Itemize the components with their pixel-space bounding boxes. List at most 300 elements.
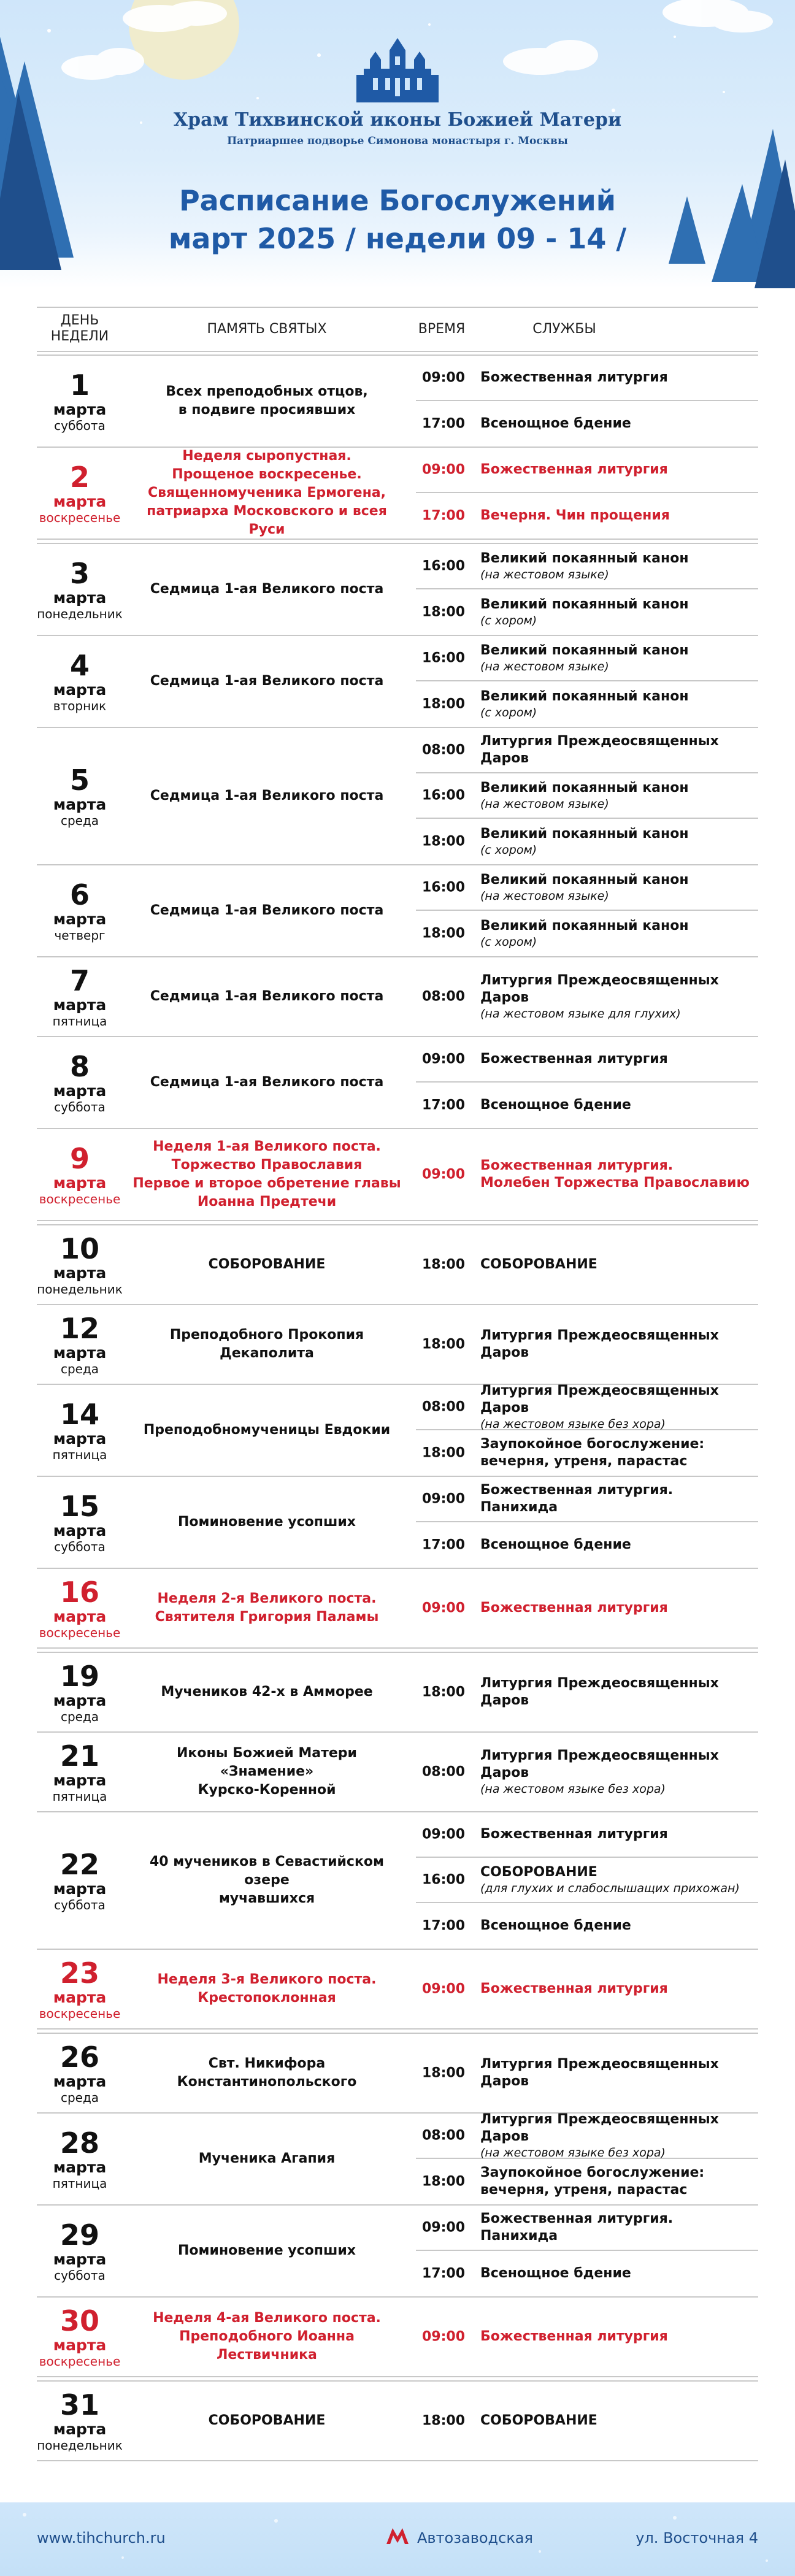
day-row <box>37 2382 758 2461</box>
service-name <box>480 2164 762 2199</box>
day-month: марта <box>53 2420 107 2438</box>
schedule-table <box>37 307 758 2461</box>
service-title: Божественная литургия <box>480 2329 668 2344</box>
service-name <box>480 1097 762 1114</box>
service-title: Божественная литургия. Панихида <box>480 2211 674 2244</box>
service-time: 09:00 <box>421 1167 466 1183</box>
services-list <box>416 1037 758 1128</box>
service-name <box>480 1482 762 1516</box>
day-number: 6 <box>69 878 90 911</box>
header <box>0 0 795 288</box>
service-item <box>416 401 758 447</box>
day-number: 16 <box>60 1576 99 1609</box>
day-month: марта <box>53 996 107 1014</box>
service-title: Литургия Преждеосвященных Даров <box>480 1748 719 1781</box>
day-row <box>37 1305 758 1385</box>
day-month: марта <box>53 681 107 699</box>
services-list <box>416 1305 758 1384</box>
day-cell <box>37 2127 123 2191</box>
service-note: (на жестовом языке) <box>480 660 609 673</box>
day-number: 14 <box>60 1398 99 1431</box>
services-list <box>416 636 758 727</box>
day-month: марта <box>53 1692 107 1709</box>
church-name: Храм Тихвинской иконы Божией Матери <box>173 109 622 131</box>
saints-memory: Неделя сыропустная. Прощеное воскресенье. Священномученика Ермогена, патриарха Московского и всея Руси <box>147 448 387 537</box>
day-row <box>37 1225 758 1305</box>
service-title: Божественная литургия. Панихида <box>480 1482 674 1515</box>
service-item <box>416 1430 758 1476</box>
day-row <box>37 1950 758 2030</box>
day-cell <box>37 2389 123 2453</box>
day-weekday: пятница <box>52 1789 107 1804</box>
day-month: марта <box>53 910 107 928</box>
services-list <box>416 728 758 864</box>
day-cell <box>37 650 123 713</box>
service-item <box>416 819 758 864</box>
service-item <box>416 1733 758 1811</box>
day-weekday: среда <box>60 2090 99 2105</box>
day-month: марта <box>53 795 107 813</box>
day-row <box>37 728 758 865</box>
day-weekday: суббота <box>54 1898 106 1912</box>
day-month: марта <box>53 493 107 510</box>
service-name <box>480 507 762 524</box>
service-item <box>416 2114 758 2159</box>
service-title: Великий покаянный канон <box>480 643 689 658</box>
saints-memory: Преподобномученицы Евдокии <box>143 1422 391 1438</box>
service-time: 17:00 <box>421 416 466 432</box>
saints-memory: Неделя 3-я Великого поста. Крестопоклонная <box>157 1972 377 2006</box>
day-month: марта <box>53 1988 107 2006</box>
services-list <box>416 1653 758 1731</box>
church-logo-icon <box>351 38 444 105</box>
service-time: 16:00 <box>421 880 466 895</box>
day-weekday: воскресенье <box>39 510 121 525</box>
service-title: Великий покаянный канон <box>480 689 689 704</box>
day-number: 3 <box>69 557 90 590</box>
services-list <box>416 448 758 539</box>
metro-station: Автозаводская <box>417 2529 533 2547</box>
service-name <box>480 369 762 386</box>
services-list <box>416 2298 758 2376</box>
service-name <box>480 596 762 628</box>
services-list <box>416 1477 758 1568</box>
service-name <box>480 688 762 720</box>
service-title: Великий покаянный канон <box>480 780 689 795</box>
service-time: 17:00 <box>421 1537 466 1553</box>
day-weekday: понедельник <box>37 607 123 621</box>
service-time: 18:00 <box>421 604 466 620</box>
service-item <box>416 1037 758 1083</box>
day-weekday: воскресенье <box>39 1192 121 1206</box>
service-note: (на жестовом языке без хора) <box>480 2146 666 2160</box>
service-item <box>416 493 758 539</box>
service-item <box>416 1653 758 1731</box>
page-title: Расписание Богослужений <box>179 184 616 217</box>
day-row <box>37 356 758 448</box>
service-time: 18:00 <box>421 2413 466 2429</box>
day-weekday: воскресенье <box>39 1625 121 1640</box>
day-weekday: вторник <box>53 699 107 713</box>
service-name <box>480 1256 762 1273</box>
service-time: 16:00 <box>421 1872 466 1888</box>
service-time: 18:00 <box>421 834 466 849</box>
service-item <box>416 1858 758 1903</box>
day-number: 15 <box>60 1490 99 1523</box>
service-name <box>480 1327 762 1362</box>
service-title: Божественная литургия <box>480 1981 668 1996</box>
service-item <box>416 2159 758 2204</box>
service-name <box>480 1436 762 1470</box>
day-cell <box>37 1576 123 1640</box>
service-item <box>416 911 758 956</box>
saints-memory: Неделя 2-я Великого поста. Святителя Григория Паламы <box>155 1591 379 1625</box>
saints-memory: Седмица 1-ая Великого поста <box>150 581 384 597</box>
service-time: 09:00 <box>421 1600 466 1616</box>
day-cell <box>37 1051 123 1114</box>
address: ул. Восточная 4 <box>636 2529 758 2547</box>
service-name <box>480 872 762 903</box>
day-cell <box>37 2219 123 2283</box>
service-time: 08:00 <box>421 742 466 758</box>
service-title: Божественная литургия <box>480 462 668 477</box>
day-cell <box>37 1313 123 1376</box>
service-name <box>480 1382 762 1432</box>
service-item <box>416 773 758 819</box>
service-title: СОБОРОВАНИЕ <box>480 1865 597 1880</box>
day-number: 9 <box>69 1142 90 1175</box>
service-time: 08:00 <box>421 989 466 1005</box>
page-subtitle: март 2025 / недели 09 - 14 / <box>168 222 627 255</box>
service-note: (на жестовом языке) <box>480 889 609 903</box>
day-cell <box>37 1233 123 1297</box>
service-time: 18:00 <box>421 1257 466 1273</box>
service-name <box>480 733 762 767</box>
day-number: 19 <box>60 1660 99 1693</box>
service-note: (с хором) <box>480 614 537 627</box>
day-weekday: суббота <box>54 1100 106 1114</box>
day-row <box>37 636 758 728</box>
service-time: 17:00 <box>421 1097 466 1113</box>
service-item <box>416 1477 758 1522</box>
saints-memory: Седмица 1-ая Великого поста <box>150 788 384 803</box>
day-number: 2 <box>69 461 90 494</box>
services-list <box>416 865 758 956</box>
day-row <box>37 1037 758 1129</box>
day-weekday: среда <box>60 1709 99 1724</box>
service-title: Литургия Преждеосвященных Даров <box>480 1676 719 1708</box>
service-title: Всенощное бдение <box>480 416 631 431</box>
service-item <box>416 1569 758 1647</box>
day-number: 22 <box>60 1848 99 1881</box>
services-list <box>416 2034 758 2112</box>
day-number: 5 <box>69 764 90 797</box>
service-title: Заупокойное богослужение: вечерня, утреня, парастас <box>480 1436 705 1469</box>
metro-m-icon <box>385 2526 410 2547</box>
service-item <box>416 957 758 1036</box>
service-name <box>480 1600 762 1617</box>
service-title: Божественная литургия <box>480 1827 668 1842</box>
service-title: Божественная литургия <box>480 1600 668 1616</box>
service-name <box>480 2111 762 2160</box>
service-item <box>416 2206 758 2251</box>
service-note: (на жестовом языке) <box>480 797 609 811</box>
service-time: 09:00 <box>421 370 466 386</box>
day-weekday: пятница <box>52 1447 107 1462</box>
service-name <box>480 2412 762 2429</box>
service-title: Литургия Преждеосвященных Даров <box>480 1383 719 1416</box>
saints-memory: Мучеников 42-х в Амморее <box>161 1684 373 1700</box>
day-number: 28 <box>60 2126 99 2160</box>
service-item <box>416 2251 758 2296</box>
column-memory: ПАМЯТЬ СВЯТЫХ <box>207 321 327 337</box>
service-time: 17:00 <box>421 1918 466 1934</box>
service-name <box>480 780 762 811</box>
day-month: марта <box>53 401 107 418</box>
church-subtitle: Патриаршее подворье Симонова монастыря г. Москвы <box>227 135 568 147</box>
service-time: 08:00 <box>421 2128 466 2144</box>
services-list <box>416 957 758 1036</box>
service-item <box>416 2382 758 2460</box>
service-name <box>480 826 762 857</box>
service-title: Всенощное бдение <box>480 1097 631 1113</box>
day-month: марта <box>53 1174 107 1192</box>
service-item <box>416 1129 758 1220</box>
service-title: Литургия Преждеосвященных Даров <box>480 2057 719 2089</box>
service-time: 16:00 <box>421 788 466 803</box>
service-title: Божественная литургия. Молебен Торжества Православию <box>480 1158 750 1190</box>
day-month: марта <box>53 1264 107 1282</box>
day-month: марта <box>53 1522 107 1539</box>
day-month: марта <box>53 1430 107 1447</box>
day-row <box>37 957 758 1037</box>
services-list <box>416 1385 758 1476</box>
service-title: Великий покаянный канон <box>480 918 689 933</box>
day-cell <box>37 879 123 943</box>
saints-memory: Преподобного Прокопия Декаполита <box>169 1327 364 1361</box>
day-cell <box>37 1957 123 2021</box>
saints-memory: СОБОРОВАНИЕ <box>208 1257 326 1272</box>
services-list <box>416 356 758 447</box>
service-item <box>416 2034 758 2112</box>
service-time: 09:00 <box>421 1051 466 1067</box>
service-note: (на жестовом языке без хора) <box>480 1417 666 1431</box>
service-name <box>480 1826 762 1843</box>
saints-memory: Неделя 1-ая Великого поста. Торжество Православия Первое и второе обретение главы Иоанна Предтечи <box>132 1139 401 1209</box>
day-cell <box>37 558 123 621</box>
day-row <box>37 544 758 636</box>
day-number: 7 <box>69 964 90 997</box>
service-name <box>480 2328 762 2345</box>
services-list <box>416 1733 758 1811</box>
service-note: (на жестовом языке без хора) <box>480 1782 666 1796</box>
day-cell <box>37 461 123 525</box>
service-name <box>480 550 762 582</box>
saints-memory: Мученика Агапия <box>198 2151 336 2166</box>
day-month: марта <box>53 1082 107 1100</box>
service-title: Великий покаянный канон <box>480 551 689 566</box>
service-title: СОБОРОВАНИЕ <box>480 1257 597 1272</box>
day-month: марта <box>53 2072 107 2090</box>
services-list <box>416 544 758 635</box>
service-name <box>480 1051 762 1068</box>
service-name <box>480 918 762 949</box>
service-time: 18:00 <box>421 2174 466 2190</box>
service-item <box>416 636 758 681</box>
service-title: Великий покаянный канон <box>480 597 689 612</box>
service-item <box>416 1385 758 1430</box>
service-time: 18:00 <box>421 1336 466 1352</box>
day-row <box>37 2034 758 2114</box>
service-name <box>480 2210 762 2245</box>
day-row <box>37 1653 758 1733</box>
service-name <box>480 1536 762 1554</box>
service-name <box>480 642 762 674</box>
saints-memory: Иконы Божией Матери «Знамение» Курско-Коренной <box>177 1746 357 1798</box>
service-item <box>416 865 758 911</box>
day-month: марта <box>53 1880 107 1898</box>
day-number: 12 <box>60 1312 99 1345</box>
day-weekday: понедельник <box>37 1282 123 1297</box>
service-note: (с хором) <box>480 843 537 857</box>
service-time: 09:00 <box>421 462 466 478</box>
day-number: 1 <box>69 369 90 402</box>
saints-memory: Поминовение усопших <box>178 1514 356 1530</box>
day-row <box>37 865 758 957</box>
service-note: (с хором) <box>480 935 537 949</box>
service-title: Заупокойное богослужение: вечерня, утреня, парастас <box>480 2165 705 2198</box>
saints-memory: Седмица 1-ая Великого поста <box>150 1075 384 1090</box>
schedule-rows <box>37 356 758 2461</box>
service-time: 09:00 <box>421 2220 466 2236</box>
day-cell <box>37 1660 123 1724</box>
service-title: Великий покаянный канон <box>480 872 689 887</box>
service-name <box>480 1980 762 1998</box>
service-time: 17:00 <box>421 2266 466 2282</box>
service-name <box>480 1747 762 1796</box>
service-name <box>480 2265 762 2282</box>
day-row <box>37 1385 758 1477</box>
service-item <box>416 1950 758 2028</box>
service-title: Всенощное бдение <box>480 1918 631 1933</box>
service-name <box>480 1157 762 1192</box>
service-item <box>416 1903 758 1949</box>
services-list <box>416 2382 758 2460</box>
service-name <box>480 461 762 478</box>
service-title: Литургия Преждеосвященных Даров <box>480 973 719 1005</box>
service-name <box>480 415 762 432</box>
saints-memory: Свт. Никифора Константинопольского <box>177 2056 357 2090</box>
service-time: 18:00 <box>421 1445 466 1461</box>
day-number: 10 <box>60 1232 99 1265</box>
day-month: марта <box>53 2250 107 2268</box>
day-cell <box>37 965 123 1029</box>
service-note: (для глухих и слабослышащих прихожан) <box>480 1882 740 1895</box>
service-title: Литургия Преждеосвященных Даров <box>480 2112 719 2144</box>
day-month: марта <box>53 589 107 607</box>
day-cell <box>37 1849 123 1912</box>
day-weekday: воскресенье <box>39 2354 121 2369</box>
day-weekday: пятница <box>52 2176 107 2191</box>
service-time: 16:00 <box>421 650 466 666</box>
day-row <box>37 2206 758 2298</box>
services-list <box>416 1225 758 1304</box>
service-time: 16:00 <box>421 558 466 574</box>
day-number: 29 <box>60 2218 99 2252</box>
services-list <box>416 1812 758 1949</box>
service-title: Великий покаянный канон <box>480 826 689 841</box>
service-time: 17:00 <box>421 508 466 524</box>
saints-memory: СОБОРОВАНИЕ <box>208 2413 326 2428</box>
service-time: 18:00 <box>421 926 466 941</box>
site-link[interactable]: www.tihchurch.ru <box>37 2529 166 2547</box>
saints-memory: Неделя 4-ая Великого поста. Преподобного Иоанна Лествичника <box>153 2310 381 2363</box>
service-item <box>416 728 758 773</box>
service-note: (на жестовом языке) <box>480 568 609 581</box>
service-title: СОБОРОВАНИЕ <box>480 2413 597 2428</box>
service-item <box>416 2298 758 2376</box>
day-weekday: воскресенье <box>39 2006 121 2021</box>
service-note: (с хором) <box>480 706 537 719</box>
service-time: 09:00 <box>421 2329 466 2345</box>
day-row <box>37 1812 758 1950</box>
day-cell <box>37 764 123 828</box>
day-month: марта <box>53 2158 107 2176</box>
service-title: Божественная литургия <box>480 370 668 385</box>
service-time: 09:00 <box>421 1827 466 1842</box>
day-row <box>37 448 758 540</box>
service-time: 09:00 <box>421 1491 466 1507</box>
table-header <box>37 307 758 352</box>
saints-memory: 40 мучеников в Севастийском озере мучавшихся <box>150 1854 384 1906</box>
saints-memory: Всех преподобных отцов, в подвиге просиявших <box>166 384 368 418</box>
day-cell <box>37 2305 123 2369</box>
service-item <box>416 544 758 589</box>
service-title: Вечерня. Чин прощения <box>480 508 670 523</box>
services-list <box>416 1129 758 1220</box>
service-title: Всенощное бдение <box>480 2266 631 2281</box>
day-weekday: суббота <box>54 2268 106 2283</box>
column-services: СЛУЖБЫ <box>532 321 596 337</box>
service-item <box>416 1812 758 1858</box>
day-cell <box>37 1740 123 1804</box>
day-weekday: суббота <box>54 418 106 433</box>
day-month: марта <box>53 1608 107 1625</box>
day-weekday: среда <box>60 813 99 828</box>
service-name <box>480 1864 762 1896</box>
day-row <box>37 1129 758 1221</box>
day-number: 4 <box>69 649 90 682</box>
day-number: 31 <box>60 2388 99 2421</box>
day-cell <box>37 1143 123 1206</box>
service-name <box>480 2056 762 2090</box>
day-cell <box>37 1490 123 1554</box>
day-cell <box>37 369 123 433</box>
day-number: 23 <box>60 1957 99 1990</box>
services-list <box>416 1950 758 2028</box>
service-time: 09:00 <box>421 1981 466 1997</box>
saints-memory: Седмица 1-ая Великого поста <box>150 903 384 918</box>
service-title: Всенощное бдение <box>480 1537 631 1552</box>
service-item <box>416 681 758 727</box>
day-row <box>37 1569 758 1649</box>
services-list <box>416 2206 758 2296</box>
service-time: 18:00 <box>421 1684 466 1700</box>
service-title: Литургия Преждеосвященных Даров <box>480 1328 719 1360</box>
service-item <box>416 356 758 401</box>
service-name <box>480 972 762 1021</box>
day-weekday: понедельник <box>37 2438 123 2453</box>
